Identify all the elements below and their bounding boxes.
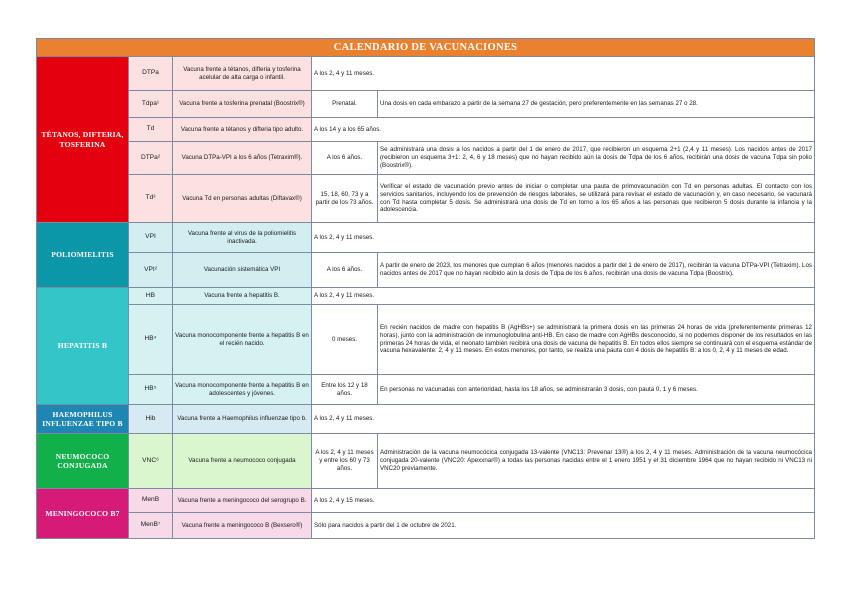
group-tetanos-difteria-tosferina: TÉTANOS, DIFTERIA, TOSFERINA	[37, 57, 129, 223]
vaccine-description: Vacuna frente a neumococo conjugada	[173, 434, 312, 489]
vaccine-code: Td³	[129, 175, 173, 223]
vaccine-code: HB⁴	[129, 305, 173, 375]
vaccine-description: Vacuna frente a tosferina prenatal (Boostrix®)	[173, 91, 312, 118]
vaccine-code: Td	[129, 118, 173, 142]
vaccine-age: A los 6 años.	[312, 142, 378, 175]
vaccine-note: En personas no vacunadas con anterioridad, hasta los 18 años, se administrarán 3 dosis, con pauta 0, 1 y 6 meses.	[378, 375, 815, 405]
vaccine-schedule: A los 2, 4 y 11 meses.	[312, 405, 815, 434]
vaccine-age: Entre los 12 y 18 años.	[312, 375, 378, 405]
vaccine-description: Vacuna frente al virus de la poliomielitis inactivada.	[173, 223, 312, 253]
vaccine-note: A partir de enero de 2023, los menores que cumplan 6 años (menores nacidos a partir del 1 de enero de 2017), recibirán la vacuna DTPa-VPI (Tetraxim). Los nacidos antes de 2017 que no hayan recibido aún la dosis de Tdpa de los 6 años, recibirán una dosis de vacuna Tdpa (Boostrix).	[378, 253, 815, 288]
vaccine-age: Prenatal.	[312, 91, 378, 118]
vaccine-age: 0 meses.	[312, 305, 378, 375]
vaccine-code: VPI²	[129, 253, 173, 288]
vaccine-description: Vacunación sistemática VPI	[173, 253, 312, 288]
vaccine-description: Vacuna monocomponente frente a hepatitis B en el recién nacido.	[173, 305, 312, 375]
vaccine-note: Se administrará una dosis a los nacidos a partir del 1 de enero de 2017, que recibieron un esquema 2+1 (2,4 y 11 meses). Los nacidos antes de 2017 (recibieron un esquema 3+1: 2, 4, 6 y 18 meses) que no hayan recibido aún la dosis de Tdpa de los 6 años, recibirán una dosis de vacuna Tdpa sin polio (Boostrix®).	[378, 142, 815, 175]
vaccine-description: Vacuna frente a Haemophilus influenzae tipo b.	[173, 405, 312, 434]
vaccine-note: Verificar el estado de vacunación previo antes de iniciar o completar una pauta de primovacunación con Td en personas adultas. El contacto con los servicios sanitarios, incluyendo los de prevención de riesgos laborales, se utilizará para revisar el estado de vacunación y, en caso necesario, se vacunará con Td hasta completar 5 dosis. Se administrará una dosis de Td en torno a los 65 años a las personas que recibieron 5 dosis durante la infancia y la adolescencia.	[378, 175, 815, 223]
vaccine-note: En recién nacidos de madre con hepatitis B (AgHBs+) se administrará la primera dosis en las primeras 24 horas de vida (preferentemente primeras 12 horas), junto con la administración de inmunoglobulina anti-HB. En caso de madre con AgHBs desconocido, si no podemos disponer de los resultados en las primeras 24 horas de vida, el neonato también recibirá una dosis de vacuna de hepatitis B. En todos ellos siempre se continuará con el esquema estándar de vacuna hexavalente: 2, 4 y 11 meses. En estos menores, por tanto, se realiza una pauta con 4 dosis de hepatitis B: a los 0, 2, 4 y 11 meses de edad.	[378, 305, 815, 375]
group-poliomielitis: POLIOMIELITIS	[37, 223, 129, 288]
group-neumococo-conjugada: NEUMOCOCO CONJUGADA	[37, 434, 129, 489]
vaccine-code: HB	[129, 288, 173, 305]
vaccine-description: Vacuna frente a tétanos, difteria y tosferina acelular de alta carga o infantil.	[173, 57, 312, 91]
table-title: CALENDARIO DE VACUNACIONES	[37, 39, 815, 57]
vaccine-schedule: A los 2, 4 y 11 meses.	[312, 288, 815, 305]
vaccine-code: DTPa²	[129, 142, 173, 175]
vaccine-schedule: A los 2, 4 y 15 meses.	[312, 489, 815, 513]
group-hepatitis-b: HEPATITIS B	[37, 288, 129, 405]
vaccine-description: Vacuna frente a meningococo B (Bexsero®)	[173, 513, 312, 539]
vaccine-schedule: A los 14 y a los 65 años.	[312, 118, 815, 142]
vaccine-schedule: A los 2, 4 y 11 meses.	[312, 57, 815, 91]
vaccine-schedule: Sólo para nacidos a partir del 1 de octubre de 2021.	[312, 513, 815, 539]
vaccine-code: VPI	[129, 223, 173, 253]
vaccine-description: Vacuna frente a hepatitis B.	[173, 288, 312, 305]
vaccine-age: A los 6 años.	[312, 253, 378, 288]
vaccine-code: DTPa	[129, 57, 173, 91]
vaccine-note: Una dosis en cada embarazo a partir de la semana 27 de gestación, pero preferentemente en las semanas 27 o 28.	[378, 91, 815, 118]
vaccination-calendar	[36, 38, 814, 539]
vaccine-code: HB⁵	[129, 375, 173, 405]
vaccine-description: Vacuna frente a meningococo del serogrupo B.	[173, 489, 312, 513]
vaccine-code: Tdpa¹	[129, 91, 173, 118]
vaccine-code: MenB	[129, 489, 173, 513]
vaccine-code: Hib	[129, 405, 173, 434]
vaccine-age: A los 2, 4 y 11 meses y entre los 60 y 73 años.	[312, 434, 378, 489]
vaccine-code: MenB⁷	[129, 513, 173, 539]
vaccine-description: Vacuna frente a tétanos y difteria tipo adulto.	[173, 118, 312, 142]
vaccine-age: 15, 18, 60, 73 y a partir de los 73 años.	[312, 175, 378, 223]
vaccine-description: Vacuna DTPa-VPI a los 6 años (Tetraxim®).	[173, 142, 312, 175]
vaccine-description: Vacuna Td en personas adultas (Diftavax®)	[173, 175, 312, 223]
vaccine-code: VNC⁶	[129, 434, 173, 489]
vaccination-table	[36, 38, 815, 539]
vaccine-note: Administración de la vacuna neumocócica conjugada 13-valente (VNC13: Prevenar 13®) a los 2, 4 y 11 meses. Administración de la vacuna neumocócica conjugada 20-valente (VNC20: Apexxnar®) a todas las personas nacidas entre el 1 enero 1951 y el 31 diciembre 1964 que no hayan recibido ni VNC13 ni VNC20 previamente.	[378, 434, 815, 489]
vaccine-schedule: A los 2, 4 y 11 meses.	[312, 223, 815, 253]
vaccine-description: Vacuna monocomponente frente a hepatitis B en adolescentes y jóvenes.	[173, 375, 312, 405]
group-meningococo-b: MENINGOCOCO B7	[37, 489, 129, 539]
group-haemophilus-influenzae: HAEMOPHILUS INFLUENZAE TIPO B	[37, 405, 129, 434]
